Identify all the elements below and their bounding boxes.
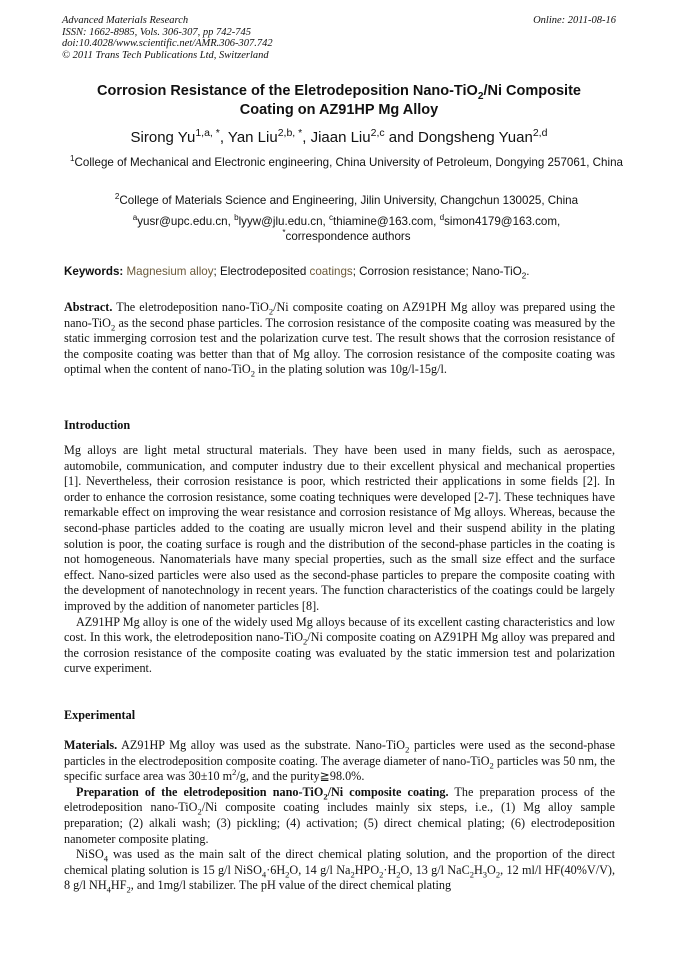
subscript: 2 (396, 869, 401, 880)
subscript: 2 (303, 636, 308, 647)
intro-paragraph-2 (64, 615, 615, 677)
abstract-text: in the plating solution was 10g/l-15g/l. (255, 362, 447, 377)
abstract (64, 300, 615, 378)
subscript: 2 (495, 869, 501, 880)
preparation-paragraph (64, 785, 615, 847)
author-sup: 2,d (532, 127, 548, 139)
paragraph-text: O, 13 g/l NaC (400, 862, 470, 877)
experimental-body (64, 738, 615, 894)
paragraph-text: HF (110, 878, 127, 893)
affiliation-1 (70, 155, 623, 170)
email-link[interactable]: lyyw@jlu.edu.cn, (238, 215, 329, 228)
paragraph-text: particles was 50 nm, the specific surface area was 30±10 m (64, 753, 615, 784)
paragraph-text: , and 1mg/l stabilizer. The pH value of the direct chemical plating (130, 878, 452, 893)
keyword: ; Corrosion resistance; Nano-TiO (352, 265, 522, 278)
keywords-label: Keywords: (64, 265, 124, 278)
author-sup: 1,a, * (195, 127, 220, 139)
subscript: 4 (106, 884, 111, 895)
affiliation-2 (70, 193, 623, 208)
subscript: 2 (110, 322, 116, 333)
online-date: Online: 2011-08-16 (533, 15, 616, 26)
email-link[interactable]: thiamine@163.com, (333, 215, 440, 228)
correspondence-note: correspondence authors (285, 230, 411, 243)
subscript: 2 (379, 869, 384, 880)
aff-text: College of Mechanical and Electronic engineering, China University of Petroleum, Dongying 257061, China (74, 156, 623, 169)
paragraph-text: O, 14 g/l Na (289, 862, 351, 877)
abstract-text: as the second phase particles. The corrosion resistance of the composite coating was measured by the static immerging corrosion test and the polarization curve test. The result shows that the corrosion resistance of the composite coating was better than that of Mg alloy. The corrosion resistance of the composite coating was optimal when the content of nano-TiO (64, 315, 615, 377)
subscript: 2 (323, 791, 328, 802)
subscript: 2 (197, 806, 202, 817)
paragraph-text: /g, and the purity≧98.0%. (236, 769, 365, 784)
keyword-subscript: 2 (521, 271, 527, 281)
author-list (20, 128, 658, 147)
paragraph-text: AZ91HP Mg alloy is one of the widely used Mg alloys because of its excellent casting characteristics and low cost. In this work, the eletrodeposition nano-TiO (64, 614, 615, 645)
author-sep: , (219, 129, 228, 146)
paragraph-text: AZ91HP Mg alloy was used as the substrate. Nano-TiO (117, 738, 406, 752)
paragraph-text: ·H (383, 862, 397, 877)
author-sup: 2,b, * (277, 127, 303, 139)
preparation-label: Preparation of the eletrodeposition nano-TiO (76, 784, 324, 799)
title-line2: Coating on AZ91HP Mg Alloy (239, 102, 439, 118)
keyword: ; Electrodeposited (213, 265, 310, 278)
paragraph-text: NiSO (76, 847, 104, 862)
journal-name: Advanced Materials Research (62, 15, 189, 26)
paragraph-text: was used as the main salt of the direct chemical plating solution, and the proportion of the direct chemical plating solution is 15 g/l NiSO (64, 847, 615, 877)
author-sup: 2,c (370, 127, 385, 139)
subscript: 2 (250, 368, 255, 379)
paragraph-text: O (487, 862, 496, 877)
subscript: 2 (350, 869, 355, 880)
abstract-text: /Ni composite coating on AZ91PH Mg alloy was prepared using the nano-TiO (64, 300, 615, 330)
keyword: coatings (309, 265, 353, 278)
aff-sup: 2 (114, 192, 120, 202)
paragraph-text: /Ni composite coating on AZ91PH Mg alloy was prepared and the corrosion resistance of the composite coating was evaluated by the static immersion test and polarization curve experiment. (64, 630, 615, 676)
experimental-heading: Experimental (64, 708, 136, 722)
author-sep: and (384, 129, 418, 146)
paragraph-text: ·6H (266, 862, 286, 877)
subscript: 2 (285, 869, 290, 880)
email-list (70, 214, 623, 244)
corr-sup: * (282, 228, 286, 238)
paragraph-text: , 12 ml/l HF(40%V/V), 8 g/l NH (64, 862, 615, 893)
email-link[interactable]: simon4179@163.com, (444, 215, 561, 228)
keyword: Magnesium alloy (126, 265, 214, 278)
subscript: 3 (482, 869, 488, 880)
author-sep: , (302, 129, 311, 146)
author-name: Sirong Yu (130, 129, 196, 146)
subscript: 2 (268, 306, 274, 317)
email-sup: b (234, 213, 239, 223)
introduction-heading: Introduction (64, 418, 131, 432)
email-sup: c (328, 213, 334, 223)
title-subscript: 2 (477, 90, 484, 102)
aff-sup: 1 (70, 154, 75, 164)
abstract-text: The eletrodeposition nano-TiO (112, 300, 269, 314)
subscript: 2 (489, 760, 494, 771)
paper-title (40, 82, 638, 120)
subscript: 2 (405, 744, 410, 755)
doi-line: doi:10.4028/www.scientific.net/AMR.306-307.742 (62, 38, 273, 49)
abstract-label: Abstract. (64, 300, 113, 314)
keyword-end: . (526, 265, 530, 278)
journal-header (62, 15, 616, 61)
paragraph-text: H (473, 862, 483, 877)
paragraph-text: particles were used as the second-phase particles in the electrodeposition composite coating. The average diameter of nano-TiO (64, 738, 615, 768)
copyright-line: © 2011 Trans Tech Publications Ltd, Switzerland (62, 49, 269, 61)
email-sup: a (132, 213, 138, 223)
email-sup: d (439, 213, 445, 223)
materials-label: Materials. (64, 738, 118, 752)
subscript: 2 (469, 869, 474, 880)
email-link[interactable]: yusr@upc.edu.cn, (137, 215, 235, 228)
author-name: Jiaan Liu (310, 129, 371, 146)
preparation-label: /Ni composite coating. (327, 784, 449, 799)
subscript: 4 (103, 853, 109, 864)
materials-paragraph (64, 738, 615, 785)
author-name: Yan Liu (227, 129, 278, 146)
paragraph-text: HPO (354, 862, 380, 877)
subscript: 2 (126, 884, 131, 895)
intro-paragraph-1: Mg alloys are light metal structural materials. They have been used in many fields, such as aerospace, automobile, communication, and computer industry due to their excellent physical and mechanical properties [1]. Nevertheless, their corrosion resistance is poor, which restricted their applications in some fields [2]. In order to enhance the corrosion resistance, some coating techniques were developed [2-7]. These techniques have remarkable effect on improving the wear resistance and corrosion resistance of Mg alloys. Whereas, because the second-phase particles added to the coating are usually micron level and their suspend ability in the plating solution is poor, the coating surface is rough and the distribution of the second-phase particles in the coating is not homogeneous. Nanomaterials have many special properties, such as the small size effect and the surface effect. Nano-sized particles were also used as the second-phase particles to prepare the composite coating with the development of nanotechnology in recent years. The function characteristics of the coatings could be largely improved by the addition of nanometer particles [8]. (64, 443, 615, 613)
paragraph-text: /Ni composite coating includes mainly six steps, i.e., (1) Mg alloy sample preparation; (2) alkali wash; (3) pickling; (4) activation; (5) direct chemical plating; (6) electrodeposition nanometer composite plating. (64, 800, 615, 846)
paragraph-text: The preparation process of the eletrodeposition nano-TiO (64, 784, 616, 815)
niso-paragraph (64, 847, 615, 894)
aff-text: College of Materials Science and Engineering, Jilin University, Changchun 130025, China (119, 194, 579, 207)
subscript: 4 (261, 869, 267, 880)
author-name: Dongsheng Yuan (418, 129, 533, 146)
keywords-line (64, 264, 618, 279)
issn-line: ISSN: 1662-8985, Vols. 306-307, pp 742-745 (62, 26, 251, 38)
title-part: /Ni Composite (483, 83, 581, 99)
introduction-body (64, 443, 615, 677)
superscript: 2 (232, 767, 237, 778)
title-part: Corrosion Resistance of the Eletrodeposition Nano-TiO (97, 83, 478, 99)
